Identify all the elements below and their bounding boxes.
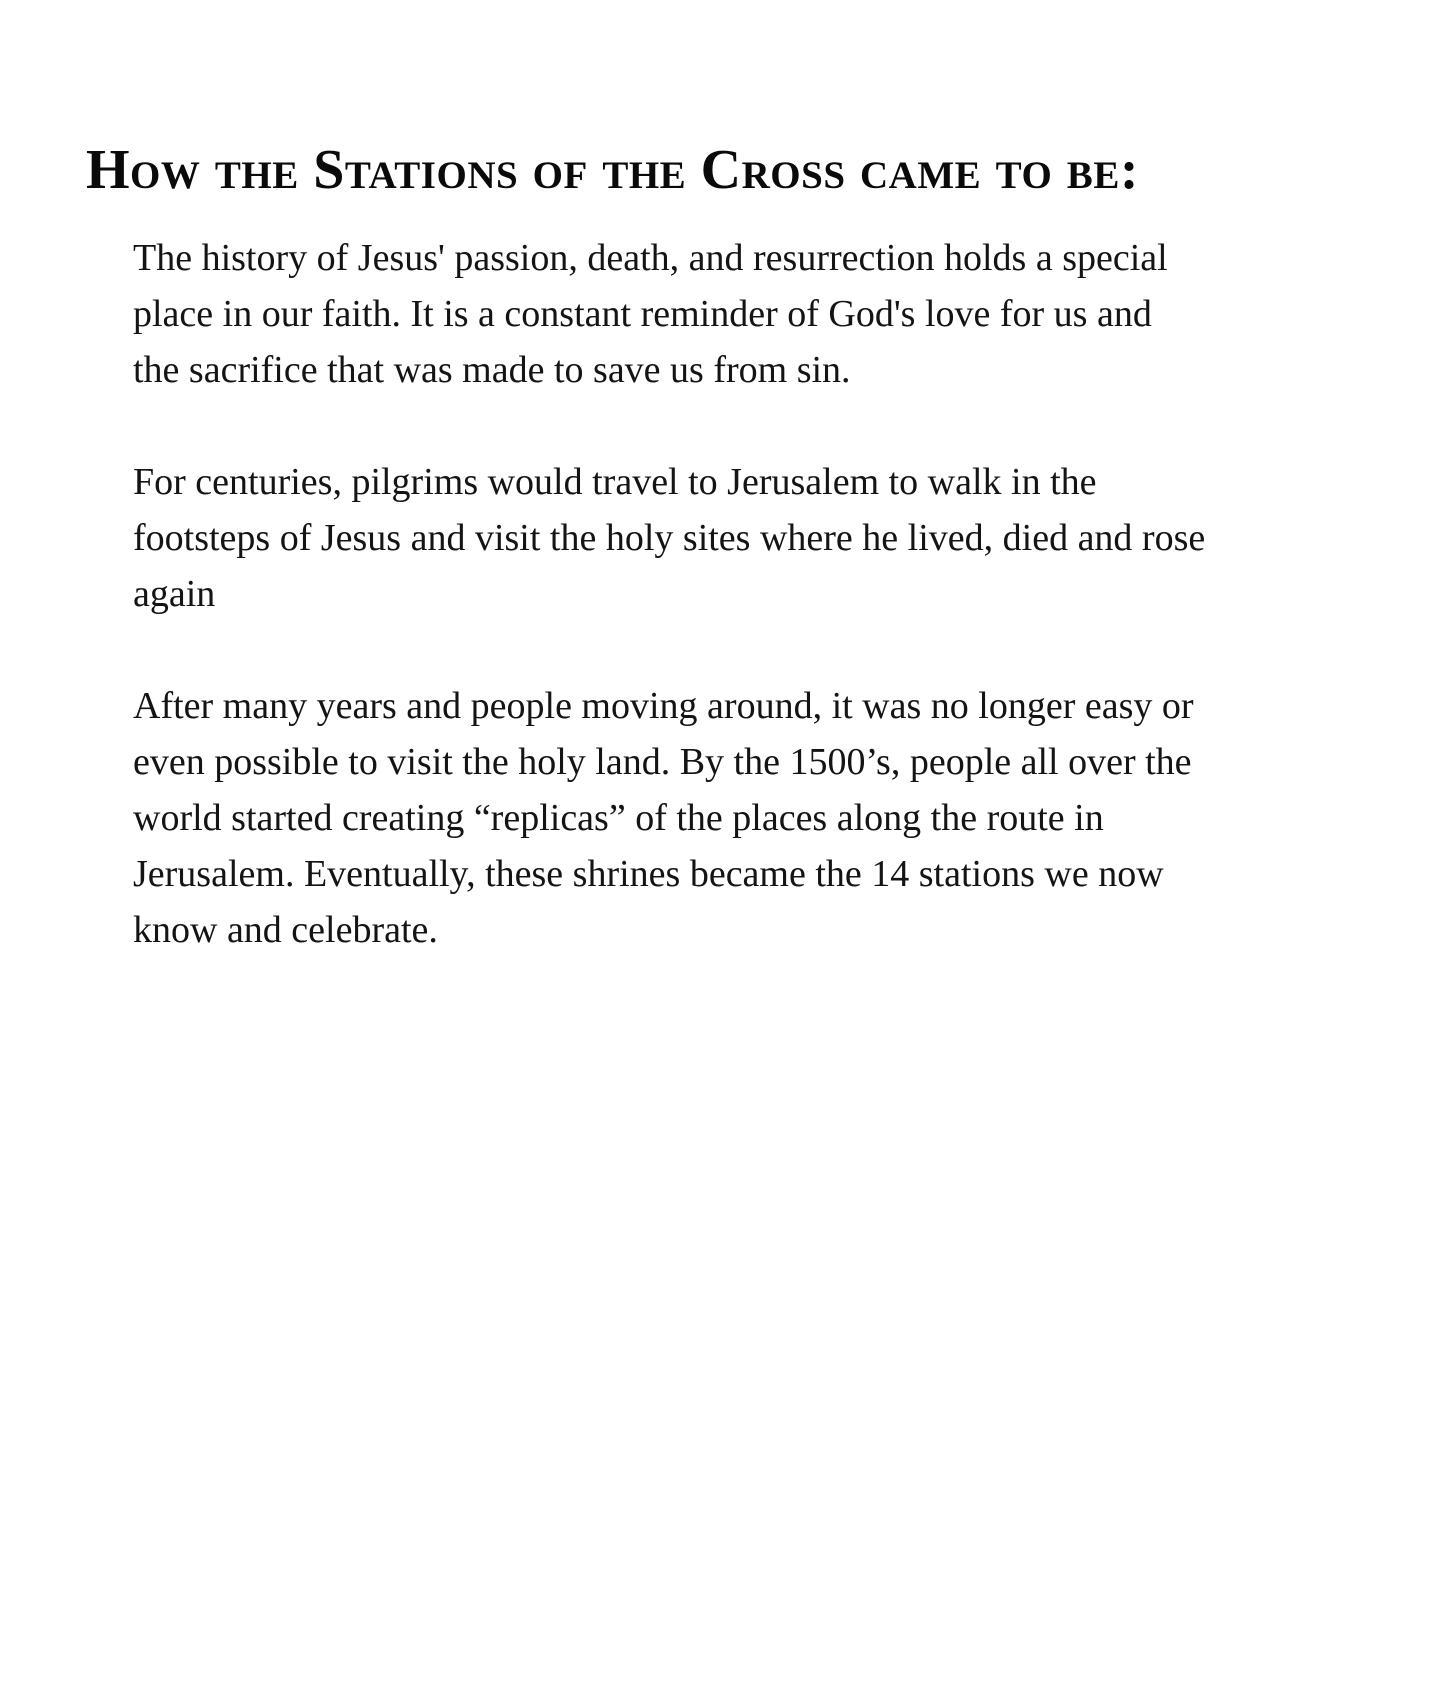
text-line: After many years and people moving around, it was no longer easy or [133,685,1194,727]
text-line: the sacrifice that was made to save us from sin. [133,349,851,391]
paragraph-replicas [133,678,1313,958]
text-line: even possible to visit the holy land. By the 1500’s, people all over the [133,741,1192,783]
paragraph-pilgrims [133,454,1313,622]
text-line: know and celebrate. [133,909,438,951]
text-line: Jerusalem. Eventually, these shrines became the 14 stations we now [133,853,1164,895]
paragraph-history [133,230,1313,398]
text-line: world started creating “replicas” of the places along the route in [133,797,1104,839]
text-line: again [133,573,216,615]
text-line: footsteps of Jesus and visit the holy sites where he lived, died and rose [133,517,1206,559]
text-line: place in our faith. It is a constant reminder of God's love for us and [133,293,1152,335]
page-title: How the Stations of the Cross came to be: [86,139,1139,201]
text-line: The history of Jesus' passion, death, and resurrection holds a special [133,237,1168,279]
text-line: For centuries, pilgrims would travel to Jerusalem to walk in the [133,461,1097,503]
article-body [133,230,1313,1014]
